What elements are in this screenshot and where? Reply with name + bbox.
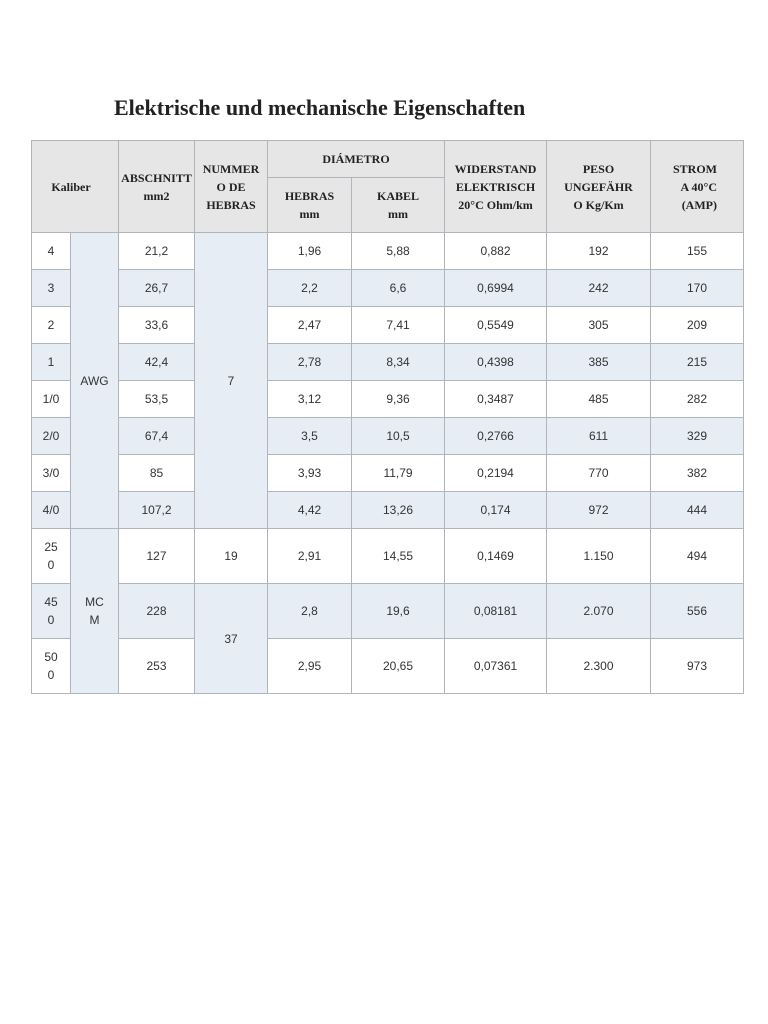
cell-hebras: 3,5 <box>268 418 352 455</box>
table-row <box>32 344 744 381</box>
header-hebras: HEBRAS mm <box>268 178 352 233</box>
table-row <box>32 492 744 529</box>
cell-hebras: 2,47 <box>268 307 352 344</box>
cell-kaliber: 3 <box>32 270 71 307</box>
cell-kabel: 13,26 <box>352 492 445 529</box>
cell-kabel: 14,55 <box>352 529 445 584</box>
cell-peso: 242 <box>547 270 651 307</box>
cell-kaliber: 1/0 <box>32 381 71 418</box>
page-title: Elektrische und mechanische Eigenschaften <box>114 95 526 120</box>
header-abschnitt: ABSCHNITT mm2 <box>119 141 195 233</box>
cell-kabel: 6,6 <box>352 270 445 307</box>
cell-widerstand: 0,2194 <box>445 455 547 492</box>
cell-abschnitt: 53,5 <box>119 381 195 418</box>
cell-strom: 973 <box>651 639 744 694</box>
cell-widerstand: 0,174 <box>445 492 547 529</box>
cell-abschnitt: 21,2 <box>119 233 195 270</box>
cell-hebras: 2,91 <box>268 529 352 584</box>
cell-peso: 385 <box>547 344 651 381</box>
cell-peso: 611 <box>547 418 651 455</box>
cell-hebras: 3,12 <box>268 381 352 418</box>
cell-strom: 556 <box>651 584 744 639</box>
cell-strom: 282 <box>651 381 744 418</box>
cell-widerstand: 0,2766 <box>445 418 547 455</box>
cell-widerstand: 0,5549 <box>445 307 547 344</box>
group-awg: AWG <box>71 233 119 529</box>
cell-abschnitt: 107,2 <box>119 492 195 529</box>
group-strands-19: 19 <box>195 529 268 584</box>
cell-strom: 382 <box>651 455 744 492</box>
cell-widerstand: 0,1469 <box>445 529 547 584</box>
cell-kaliber: 45 0 <box>32 584 71 639</box>
group-strands-37: 37 <box>195 584 268 694</box>
header-peso: PESO UNGEFÄHR O Kg/Km <box>547 141 651 233</box>
cell-hebras: 3,93 <box>268 455 352 492</box>
cell-kaliber: 2 <box>32 307 71 344</box>
cell-hebras: 2,2 <box>268 270 352 307</box>
cell-abschnitt: 33,6 <box>119 307 195 344</box>
header-widerstand: WIDERSTAND ELEKTRISCH 20°C Ohm/km <box>445 141 547 233</box>
cell-hebras: 4,42 <box>268 492 352 529</box>
cell-abschnitt: 42,4 <box>119 344 195 381</box>
cell-strom: 215 <box>651 344 744 381</box>
group-mcm: MC M <box>71 529 119 694</box>
table-row <box>32 584 744 639</box>
cell-widerstand: 0,07361 <box>445 639 547 694</box>
cell-abschnitt: 228 <box>119 584 195 639</box>
cell-kabel: 9,36 <box>352 381 445 418</box>
table-row <box>32 455 744 492</box>
cell-strom: 209 <box>651 307 744 344</box>
table-row <box>32 639 744 694</box>
cell-peso: 305 <box>547 307 651 344</box>
cell-peso: 972 <box>547 492 651 529</box>
cell-kabel: 7,41 <box>352 307 445 344</box>
cell-widerstand: 0,08181 <box>445 584 547 639</box>
cell-strom: 494 <box>651 529 744 584</box>
table-row <box>32 381 744 418</box>
cell-peso: 1.150 <box>547 529 651 584</box>
cell-kaliber: 4/0 <box>32 492 71 529</box>
cell-kaliber: 4 <box>32 233 71 270</box>
table-row <box>32 270 744 307</box>
table-row <box>32 233 744 270</box>
cell-peso: 192 <box>547 233 651 270</box>
cell-kaliber: 25 0 <box>32 529 71 584</box>
cell-widerstand: 0,6994 <box>445 270 547 307</box>
cell-abschnitt: 253 <box>119 639 195 694</box>
cell-strom: 170 <box>651 270 744 307</box>
cell-kaliber: 2/0 <box>32 418 71 455</box>
header-nummero: NUMMER O DE HEBRAS <box>195 141 268 233</box>
cell-hebras: 2,95 <box>268 639 352 694</box>
cell-kabel: 5,88 <box>352 233 445 270</box>
cell-strom: 155 <box>651 233 744 270</box>
cell-kabel: 20,65 <box>352 639 445 694</box>
cell-abschnitt: 26,7 <box>119 270 195 307</box>
cell-abschnitt: 85 <box>119 455 195 492</box>
cell-peso: 2.300 <box>547 639 651 694</box>
cell-widerstand: 0,3487 <box>445 381 547 418</box>
header-kaliber: Kaliber <box>32 141 119 233</box>
table-row <box>32 529 744 584</box>
group-strands-7: 7 <box>195 233 268 529</box>
table-row <box>32 307 744 344</box>
cell-kaliber: 50 0 <box>32 639 71 694</box>
cell-strom: 329 <box>651 418 744 455</box>
header-strom: STROM A 40°C (AMP) <box>651 141 744 233</box>
cell-strom: 444 <box>651 492 744 529</box>
cell-widerstand: 0,4398 <box>445 344 547 381</box>
properties-table <box>31 140 744 694</box>
table-row <box>32 418 744 455</box>
cell-widerstand: 0,882 <box>445 233 547 270</box>
cell-kaliber: 3/0 <box>32 455 71 492</box>
cell-hebras: 1,96 <box>268 233 352 270</box>
cell-kaliber: 1 <box>32 344 71 381</box>
cell-peso: 485 <box>547 381 651 418</box>
header-kabel: KABEL mm <box>352 178 445 233</box>
cell-hebras: 2,8 <box>268 584 352 639</box>
cell-hebras: 2,78 <box>268 344 352 381</box>
header-diametro: DIÁMETRO <box>268 141 445 178</box>
cell-abschnitt: 67,4 <box>119 418 195 455</box>
cell-peso: 2.070 <box>547 584 651 639</box>
cell-kabel: 19,6 <box>352 584 445 639</box>
cell-kabel: 11,79 <box>352 455 445 492</box>
cell-kabel: 10,5 <box>352 418 445 455</box>
cell-abschnitt: 127 <box>119 529 195 584</box>
cell-kabel: 8,34 <box>352 344 445 381</box>
cell-peso: 770 <box>547 455 651 492</box>
